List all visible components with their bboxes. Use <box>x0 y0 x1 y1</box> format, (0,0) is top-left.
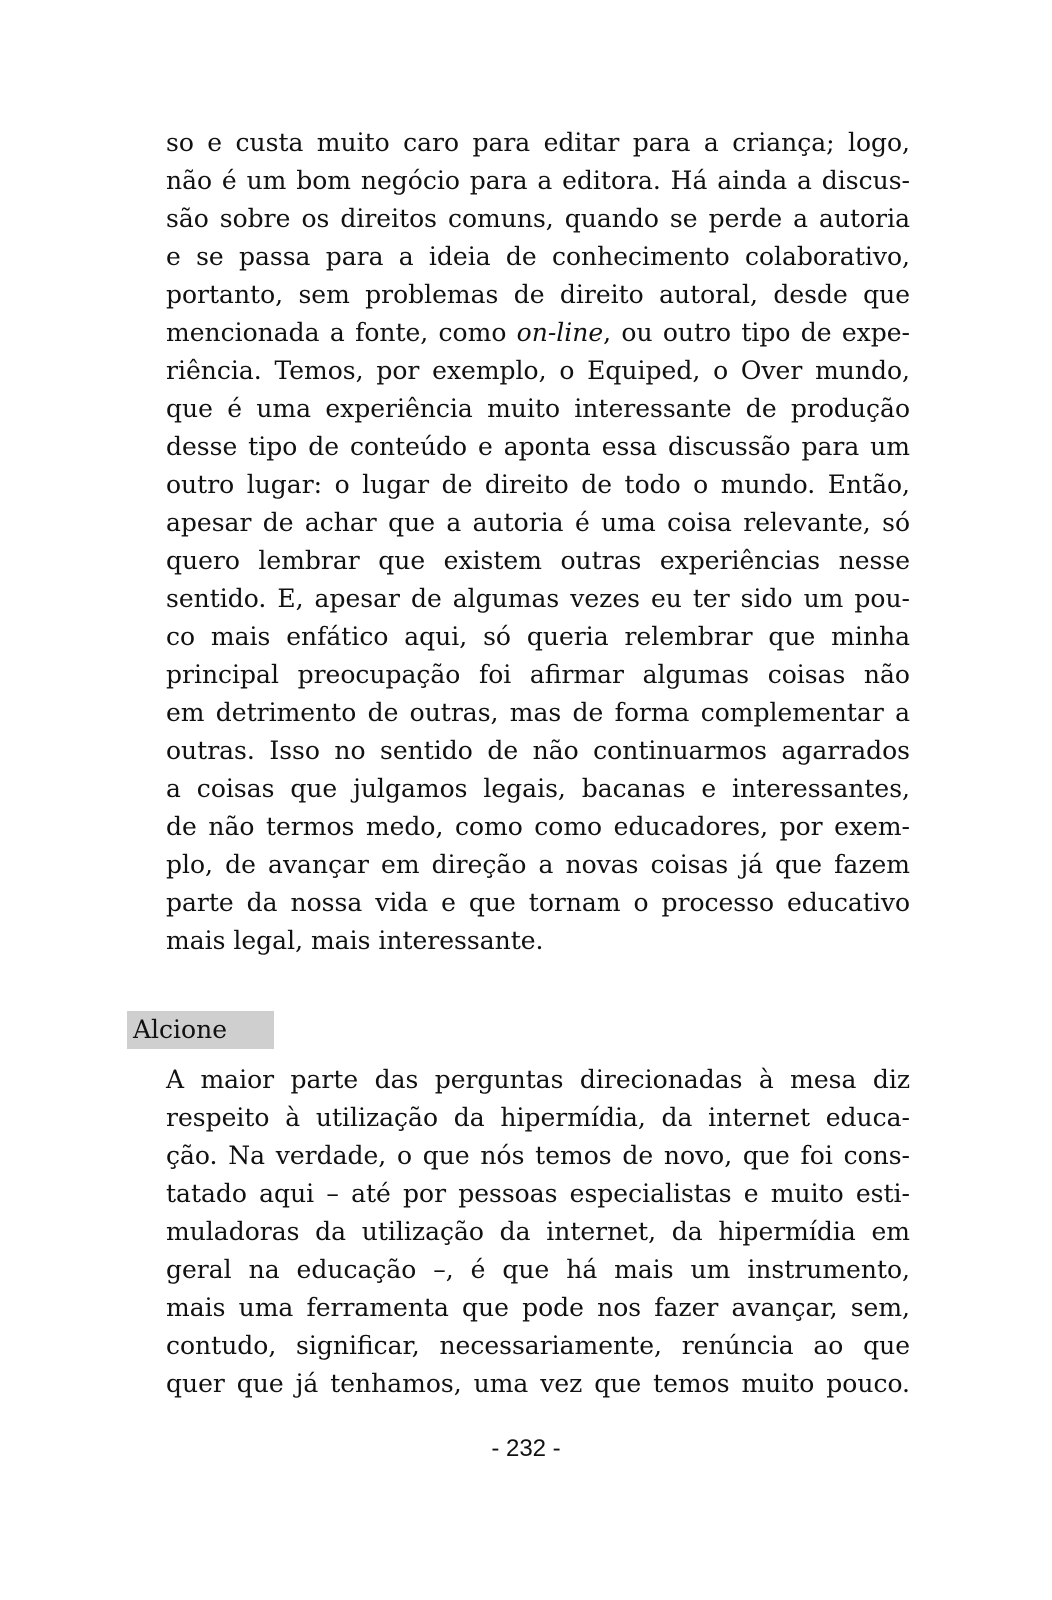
text-line: são sobre os direitos comuns, quando se perde a autoria <box>166 204 910 233</box>
text-line: plo, de avançar em direção a novas coisas já que fazem <box>166 850 910 879</box>
text-line-with-italic <box>166 314 910 352</box>
text-line: desse tipo de conteúdo e aponta essa discussão para um <box>166 432 910 461</box>
text-line: não é um bom negócio para a editora. Há ainda a discus- <box>166 166 910 195</box>
text-line: a coisas que julgamos legais, bacanas e interessantes, <box>166 774 910 803</box>
text-line: e se passa para a ideia de conhecimento colaborativo, <box>166 242 910 271</box>
text-line: principal preocupação foi afirmar algumas coisas não <box>166 660 910 689</box>
text-line: mais legal, mais interessante. <box>166 926 544 955</box>
text-segment: , ou outro tipo de expe- <box>603 318 910 347</box>
text-line: respeito à utilização da hipermídia, da internet educa- <box>166 1103 910 1132</box>
text-line: de não termos medo, como como educadores, por exem- <box>166 812 910 841</box>
text-line: muladoras da utilização da internet, da hipermídia em <box>166 1217 910 1246</box>
text-line: geral na educação –, é que há mais um instrumento, <box>166 1255 910 1284</box>
text-line: portanto, sem problemas de direito autoral, desde que <box>166 280 910 309</box>
text-line: mais uma ferramenta que pode nos fazer avançar, sem, <box>166 1293 910 1322</box>
text-line: parte da nossa vida e que tornam o processo educativo <box>166 888 910 917</box>
text-line: quero lembrar que existem outras experiências nesse <box>166 546 910 575</box>
text-line: que é uma experiência muito interessante de produção <box>166 394 910 423</box>
text-line: quer que já tenhamos, uma vez que temos muito pouco. <box>166 1369 910 1398</box>
page-number: - 232 - <box>491 1435 561 1462</box>
paragraph-2 <box>166 1061 910 1403</box>
text-line: em detrimento de outras, mas de forma complementar a <box>166 698 910 727</box>
text-line: co mais enfático aqui, só queria relembrar que minha <box>166 622 910 651</box>
speaker-label: Alcione <box>127 1011 274 1049</box>
text-line: tatado aqui – até por pessoas especialistas e muito esti- <box>166 1179 910 1208</box>
text-line: contudo, significar, necessariamente, renúncia ao que <box>166 1331 910 1360</box>
text-line: sentido. E, apesar de algumas vezes eu ter sido um pou- <box>166 584 910 613</box>
paragraph-1 <box>166 124 910 960</box>
text-line: riência. Temos, por exemplo, o Equiped, o Over mundo, <box>166 356 910 385</box>
text-line: ção. Na verdade, o que nós temos de novo, que foi cons- <box>166 1141 910 1170</box>
text-line: apesar de achar que a autoria é uma coisa relevante, só <box>166 508 910 537</box>
text-line: outro lugar: o lugar de direito de todo o mundo. Então, <box>166 470 910 499</box>
text-line: so e custa muito caro para editar para a criança; logo, <box>166 128 910 157</box>
text-line: outras. Isso no sentido de não continuarmos agarrados <box>166 736 910 765</box>
text-segment: mencionada a fonte, como <box>166 318 517 347</box>
italic-term: on-line <box>516 318 604 347</box>
text-line: A maior parte das perguntas direcionadas à mesa diz <box>166 1065 910 1094</box>
